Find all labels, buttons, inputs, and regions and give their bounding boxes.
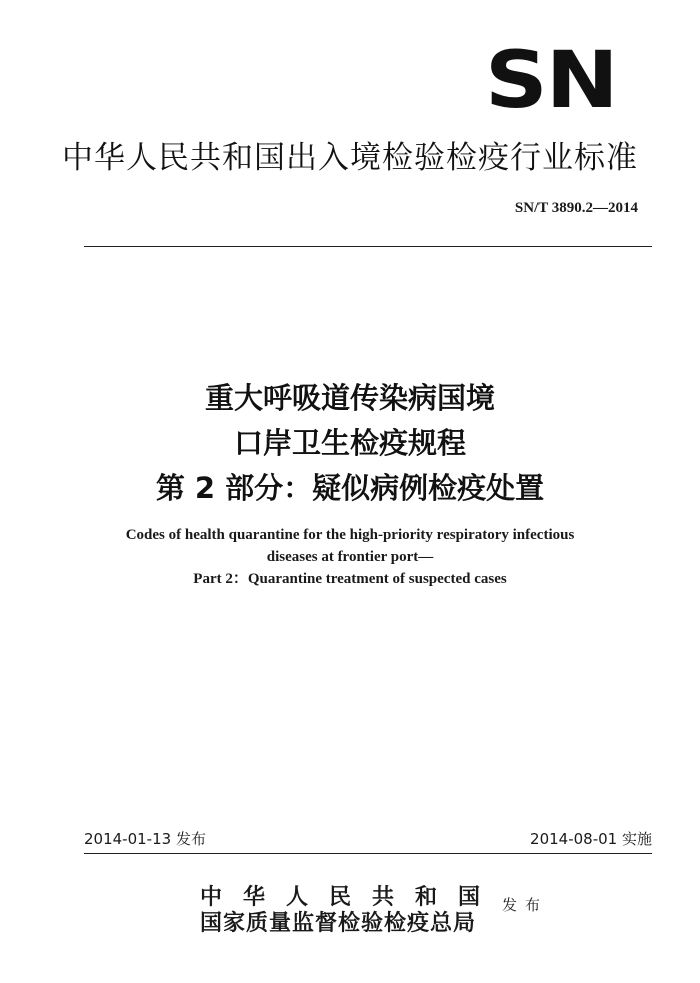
publish-label: 发布	[502, 896, 549, 914]
standard-number: SN/T 3890.2—2014	[514, 200, 638, 216]
english-title-line: Codes of health quarantine for the high-priority respiratory infectious	[125, 527, 575, 543]
publisher-line: 中华人民共和国	[200, 884, 502, 910]
publisher-line: 国家质量监督检验检疫总局	[200, 910, 477, 936]
chinese-title-line: 口岸卫生检疫规程	[233, 426, 466, 460]
english-title-line: Part 2：Quarantine treatment of suspected cases	[193, 571, 507, 587]
implement-date: 2014-08-01 实施	[530, 830, 652, 848]
chinese-title-line: 重大呼吸道传染病国境	[204, 381, 495, 415]
issuer-title: 中华人民共和国出入境检验检疫行业标准	[62, 140, 638, 176]
chinese-title	[0, 376, 700, 511]
publishers	[200, 884, 501, 936]
english-title	[0, 524, 700, 590]
sn-logo: SN	[484, 36, 616, 126]
top-divider	[84, 246, 652, 247]
issue-date: 2014-01-13 发布	[84, 830, 206, 848]
english-title-line: diseases at frontier port—	[266, 549, 434, 565]
chinese-title-line: 第 2 部分：疑似病例检疫处置	[155, 471, 545, 505]
bottom-divider	[84, 853, 652, 854]
